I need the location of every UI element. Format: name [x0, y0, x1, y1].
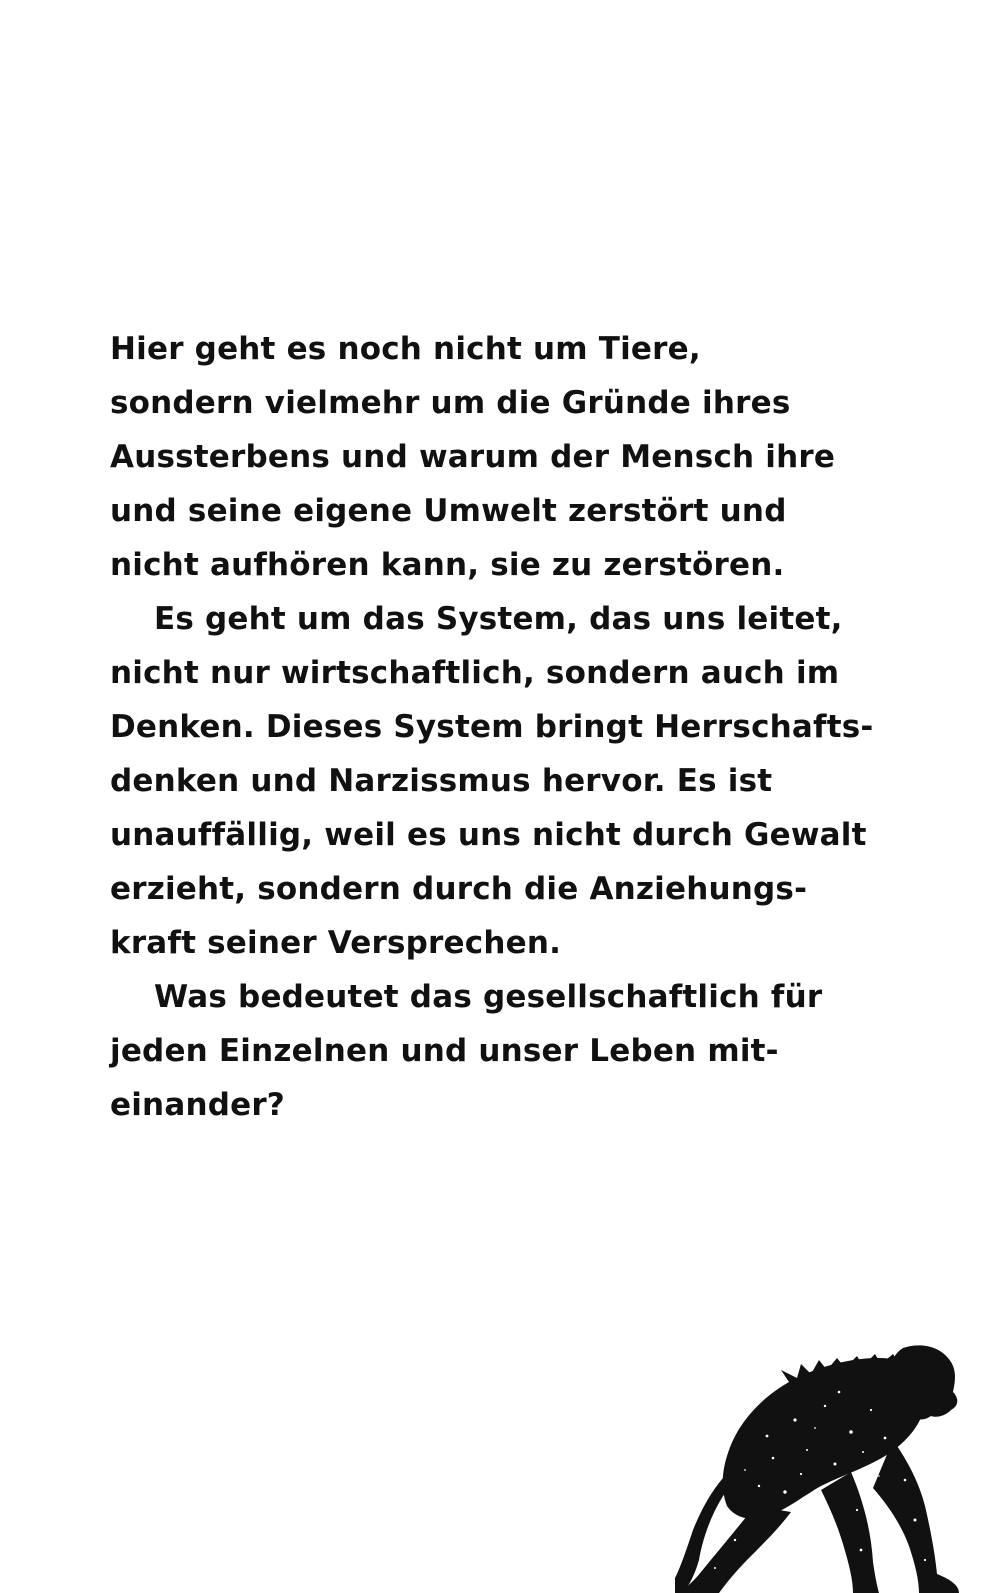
text-line: einander?	[110, 1087, 285, 1123]
text-line: jeden Einzelnen und unser Leben mit-	[110, 1033, 779, 1069]
text-line: denken und Narzissmus hervor. Es ist	[110, 763, 773, 799]
text-line: Denken. Dieses System bringt Herrschafts-	[110, 709, 874, 745]
paragraph-2	[110, 592, 900, 970]
text-line: nicht nur wirtschaftlich, sondern auch im	[110, 655, 840, 691]
text-line: nicht aufhören kann, sie zu zerstören.	[110, 547, 785, 583]
paragraph-3	[110, 970, 900, 1132]
paragraph-1	[110, 322, 900, 592]
text-line: Es geht um das System, das uns leitet,	[154, 601, 843, 637]
text-line: erzieht, sondern durch die Anziehungs-	[110, 871, 808, 907]
text-line: Was bedeutet das gesellschaftlich für	[154, 979, 823, 1015]
text-line: sondern vielmehr um die Gründe ihres	[110, 385, 791, 421]
text-line: unauffällig, weil es uns nicht durch Gewalt	[110, 817, 867, 853]
text-line: und seine eigene Umwelt zerstört und	[110, 493, 787, 529]
text-line: Hier geht es noch nicht um Tiere,	[110, 331, 701, 367]
ape-silhouette-icon	[675, 1340, 1000, 1593]
body-text	[110, 322, 900, 1132]
text-line: Aussterbens und warum der Mensch ihre	[110, 439, 836, 475]
text-line: kraft seiner Versprechen.	[110, 925, 562, 961]
